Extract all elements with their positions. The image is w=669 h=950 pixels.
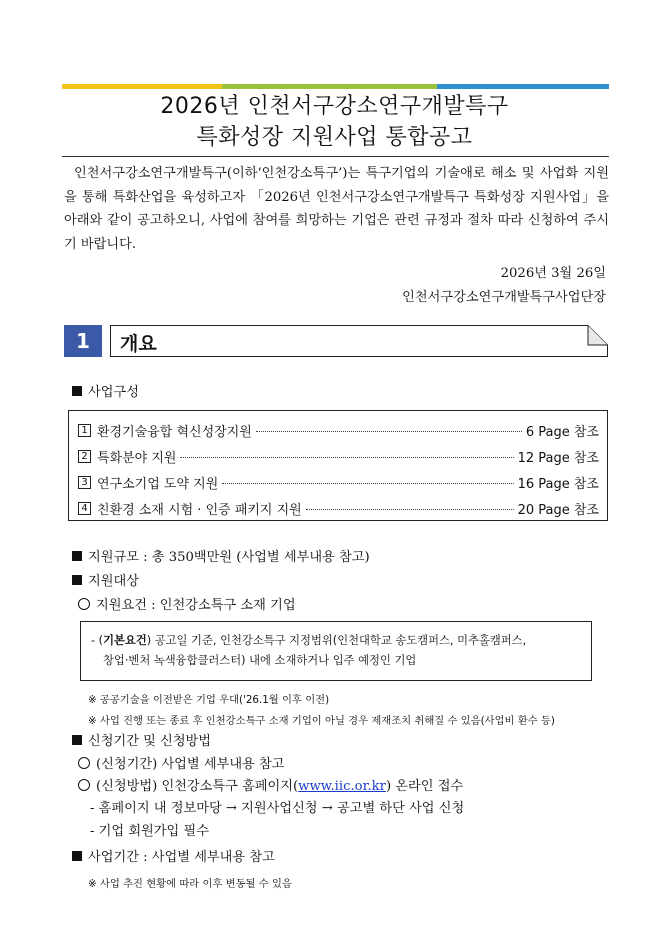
support-scale	[72, 546, 370, 565]
toc-leader-dots	[222, 477, 513, 484]
business-heading-label: 사업구성	[88, 385, 139, 400]
toc-leader-dots	[180, 451, 513, 458]
application-method	[78, 775, 463, 794]
toc-page-ref: 6 Page 참조	[525, 424, 599, 440]
target-heading	[72, 570, 139, 589]
homepage-link[interactable]: www.iic.or.kr	[298, 779, 386, 794]
method-suffix: ) 온라인 접수	[385, 779, 464, 794]
business-toc-box	[68, 410, 608, 521]
toc-label: 환경기술융합 혁신성장지원	[97, 424, 252, 440]
req-prefix: - (	[91, 634, 104, 647]
square-bullet-icon	[72, 851, 82, 861]
toc-number-box: 4	[78, 502, 91, 515]
toc-leader-dots	[306, 503, 514, 510]
title-divider	[62, 156, 609, 157]
requirement-box	[80, 621, 592, 681]
toc-number-box: 3	[78, 476, 91, 489]
toc-label: 특화분야 지원	[97, 450, 177, 466]
square-bullet-icon	[72, 551, 82, 561]
announcing-organization: 인천서구강소연구개발특구사업단장	[402, 290, 606, 305]
period-heading-label: 사업기간 : 사업별 세부내용 참고	[88, 850, 275, 865]
application-step2: - 기업 회원가입 필수	[90, 824, 209, 839]
method-prefix: (신청방법) 인천강소특구 홈페이지(	[96, 779, 299, 794]
toc-row	[78, 495, 599, 521]
section-title-box	[110, 325, 608, 357]
square-bullet-icon	[72, 386, 82, 396]
toc-page-ref: 12 Page 참조	[517, 450, 599, 466]
circle-bullet-icon	[78, 779, 90, 791]
target-heading-label: 지원대상	[88, 574, 139, 589]
circle-bullet-icon	[78, 598, 90, 610]
requirement-line1	[91, 631, 581, 651]
toc-label: 연구소기업 도약 지원	[97, 476, 219, 492]
intro-paragraph: 인천서구강소연구개발특구(이하‘인천강소특구’)는 특구기업의 기술애로 해소 및 사업화 지원을 통해 특화산업을 육성하고자 「2026년 인천서구강소연구개발특구 특화성장 지원사업」을 아래와 같이 공고하오니, 사업에 참여를 희망하는 기업은 관련 규정과 절차 따라 신청하여 주시기 바랍니다.	[64, 166, 609, 252]
folded-corner-frame	[110, 325, 608, 357]
requirement-text: 지원요건 : 인천강소특구 소재 기업	[96, 598, 296, 613]
note-sanction: ※ 사업 진행 또는 종료 후 인천강소특구 소재 기업이 아닐 경우 제재조치 취해질 수 있음(사업비 환수 등)	[88, 715, 555, 727]
application-heading-label: 신청기간 및 신청방법	[88, 734, 212, 749]
requirement-line2: 창업·벤처 녹색융합클러스터) 내에 소재하거나 입주 예정인 기업	[103, 654, 417, 667]
toc-number-box: 1	[78, 424, 91, 437]
announcement-date: 2026년 3월 26일	[500, 266, 606, 281]
toc-leader-dots	[256, 425, 522, 432]
toc-label: 친환경 소재 시험 · 인증 패키지 지원	[97, 502, 302, 518]
section-title: 개요	[120, 333, 157, 355]
toc-number-box: 2	[78, 450, 91, 463]
square-bullet-icon	[72, 735, 82, 745]
support-scale-text: 지원규모 : 총 350백만원 (사업별 세부내용 참고)	[88, 550, 370, 565]
note-preferred: ※ 공공기술을 이전받은 기업 우대('26.1월 이후 이전)	[88, 694, 330, 706]
application-step1: - 홈페이지 내 정보마당 → 지원사업신청 → 공고별 하단 사업 신청	[90, 801, 465, 816]
page-title-line2: 특화성장 지원사업 통합공고	[196, 125, 473, 150]
section-number: 1	[64, 325, 102, 357]
toc-row	[78, 417, 599, 443]
circle-bullet-icon	[78, 757, 90, 769]
toc-page-ref: 20 Page 참조	[517, 502, 599, 518]
page-title-line1: 2026년 인천서구강소연구개발특구	[160, 94, 509, 119]
req-text1: ) 공고일 기준, 인천강소특구 지정범위(인천대학교 송도캠퍼스, 미추홀캠퍼스,	[146, 634, 527, 647]
period-heading	[72, 846, 275, 865]
requirement-line	[78, 594, 296, 613]
period-note: ※ 사업 추진 현황에 따라 이후 변동될 수 있음	[88, 878, 292, 890]
req-bold-label: 기본요건	[103, 634, 147, 647]
business-heading	[72, 381, 139, 400]
toc-row	[78, 469, 599, 495]
toc-row	[78, 443, 599, 469]
application-period	[78, 753, 284, 772]
application-heading	[72, 730, 211, 749]
square-bullet-icon	[72, 575, 82, 585]
application-period-text: (신청기간) 사업별 세부내용 참고	[96, 757, 285, 772]
toc-page-ref: 16 Page 참조	[517, 476, 599, 492]
